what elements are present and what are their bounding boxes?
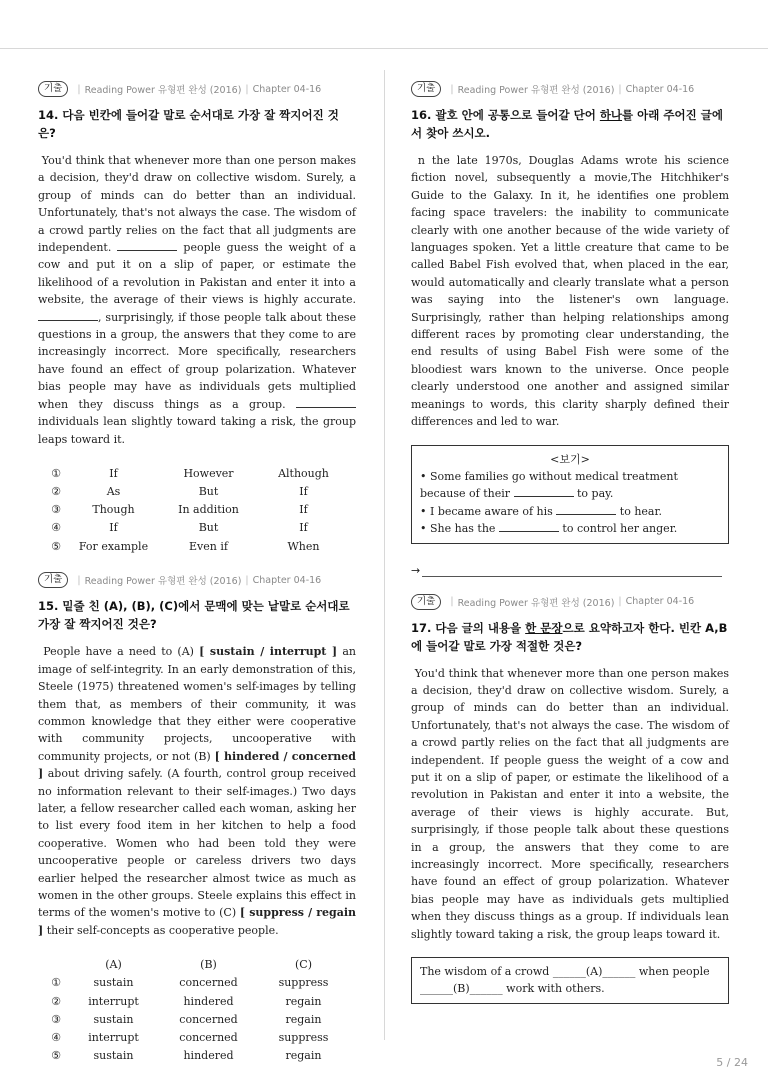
source-line-q17: 기출 | Reading Power 유형편 완성 (2016) | Chapter 04-16 bbox=[411, 593, 729, 611]
blank bbox=[296, 397, 356, 408]
q17-title: 17. 다음 글의 내용을 한 문장으로 요약하고자 한다. 빈칸 A,B에 들어갈 말로 가장 적절한 것은? bbox=[411, 620, 728, 653]
source-book: Reading Power 유형편 완성 (2016) bbox=[457, 597, 615, 609]
box-item: • She has the to control her anger. bbox=[420, 522, 678, 536]
option-row: ⑤ sustain hindered regain bbox=[51, 1049, 322, 1063]
choice-c: [ suppress / regain ] bbox=[38, 906, 356, 937]
blank bbox=[117, 240, 177, 251]
option-row: ④ interrupt concerned suppress bbox=[51, 1031, 329, 1045]
box-title: <보기> bbox=[550, 452, 590, 466]
source-badge: 기출 bbox=[411, 81, 441, 97]
q16-title: 16. 괄호 안에 공통으로 들어갈 단어 하나를 아래 주어진 글에서 찾아 쓰시오. bbox=[411, 108, 723, 140]
source-book: Reading Power 유형편 완성 (2016) bbox=[84, 576, 242, 588]
option-row: ② interrupt hindered regain bbox=[51, 994, 322, 1008]
source-line-q16: 기출 | Reading Power 유형편 완성 (2016) | Chapter 04-16 bbox=[411, 80, 729, 98]
source-chapter: Chapter 04-16 bbox=[252, 83, 322, 95]
option-header-row: (A) (B) (C) bbox=[105, 957, 312, 971]
source-line-q14: 기출 | Reading Power 유형편 완성 (2016) | Chapter 04-16 bbox=[38, 80, 356, 98]
option-row: ④ If But If bbox=[51, 521, 308, 535]
q15-passage: People have a need to (A) [ sustain / interrupt ] an image of self-integrity. In an early demonstration of this, Steele (1975) threatened women's self-images by telling them that, as members of their community, it was common knowledge that they either were cooperative with community projects, uncooperative with community projects, or not (B) [ hindered / concerned ] about driving safely. (A fourth, control group received no information relevant to their self-images.) Two days later, a fellow researcher called each woman, asking her to list every food item in her kitchen to help a food cooperative. Women who had been told they were uncooperative people or careless drivers two days earlier helped the researcher almost twice as much as women in the other groups. Steele explains this effect in terms of the women's motive to (C) [ suppress / regain ] their self-concepts as cooperative people. bbox=[38, 645, 356, 937]
box-item: • Some families go without medical treatment because of their to pay. bbox=[420, 469, 678, 501]
q14-title: 14. 다음 빈칸에 들어갈 말로 순서대로 가장 잘 짝지어진 것은? bbox=[38, 108, 339, 140]
q15-title: 15. 밑줄 친 (A), (B), (C)에서 문맥에 맞는 낱말로 순서대로 가장 잘 짝지어진 것은? bbox=[38, 599, 350, 632]
arrow-icon: → bbox=[411, 563, 421, 577]
option-row: ② As But If bbox=[51, 484, 308, 498]
option-row: ③ sustain concerned regain bbox=[51, 1012, 322, 1026]
column-divider bbox=[384, 70, 385, 1040]
q17-summary-box: The wisdom of a crowd ______(A)______ when people ______(B)______ work with others. bbox=[411, 957, 729, 1004]
q14-passage: You'd think that whenever more than one person makes a decision, they'd draw on collective wisdom. Surely, a group of minds can do better than an individual. Unfortunately, that's not always the case. The wisdom of a crowd partly relies on the fact that all judgments are independent. people guess the weight of a cow and put it on a slip of paper, or estimate the likelihood of a revolution in Pakistan and enter it into a website, the average of their views is highly accurate. , surprisingly, if those people talk about these questions in a group, the answers that they come to are increasingly incorrect. More specifically, researchers have found an effect of group polarization. Whatever bias people may have as individuals gets multiplied when they discuss things as a group. individuals lean slightly toward taking a risk, the group leaps toward it. bbox=[38, 154, 356, 446]
blank bbox=[38, 310, 98, 321]
right-column bbox=[411, 80, 729, 1004]
answer-blank bbox=[422, 566, 722, 577]
option-row: ① If However Although bbox=[51, 466, 329, 480]
box-item: • I became aware of his to hear. bbox=[420, 504, 663, 518]
source-chapter: Chapter 04-16 bbox=[625, 596, 695, 608]
left-column bbox=[38, 80, 356, 1065]
source-line-q15: 기출 | Reading Power 유형편 완성 (2016) | Chapter 04-16 bbox=[38, 571, 356, 589]
q16-example-box bbox=[411, 445, 729, 544]
q16-passage: n the late 1970s, Douglas Adams wrote his science fiction novel, subsequently a movie,The Hitchhiker's Guide to the Galaxy. In it, he identifies one problem facing space travelers: the inability to communicate clearly with one another because of the wide variety of languages spoken. Yet a little creature that came to be called Babel Fish evolved that, when placed in the ear, would automatically and clearly translate what a person was saying into the listener's own language. Surprisingly, rather than helping relationships among different races by promoting clear understanding, the end results of using Babel Fish were some of the bloodiest wars known to the universe. Once people clearly understood one another and assigned similar meanings to words, this clarity sharply defined their differences and led to war. bbox=[411, 154, 730, 429]
choice-a: [ sustain / interrupt ] bbox=[199, 645, 338, 659]
q17-passage: You'd think that whenever more than one person makes a decision, they'd draw on collective wisdom. Surely, a group of minds can do better than an individual. Unfortunately, that's not always the case. The wisdom of a crowd partly relies on the fact that all judgments are independent. If people guess the weight of a cow and put it on a slip of paper, or estimate the likelihood of a revolution in Pakistan and enter it into a website, the average of their views is highly accurate. But, surprisingly, if those people talk about these questions in a group, the answers that they come to are increasingly incorrect. More specifically, researchers have found an effect of group polarization. Whatever bias people may have as individuals gets multiplied when they discuss things as a group. If individuals lean slightly toward taking a risk, the group leaps toward it. bbox=[411, 666, 729, 941]
option-row: ⑤ For example Even if When bbox=[51, 539, 320, 553]
source-badge: 기출 bbox=[38, 572, 68, 588]
source-badge: 기출 bbox=[411, 594, 441, 610]
source-book: Reading Power 유형편 완성 (2016) bbox=[84, 85, 242, 96]
choice-b: [ hindered / concerned ] bbox=[38, 749, 356, 781]
option-row: ① sustain concerned suppress bbox=[51, 976, 329, 990]
source-book: Reading Power 유형편 완성 (2016) bbox=[457, 85, 615, 96]
q14-options bbox=[46, 464, 351, 555]
top-divider bbox=[0, 48, 768, 49]
option-row: ③ Though In addition If bbox=[51, 503, 308, 517]
page-number: 5 / 24 bbox=[716, 1056, 748, 1069]
q15-options bbox=[46, 955, 351, 1065]
source-badge: 기출 bbox=[38, 81, 68, 97]
source-chapter: Chapter 04-16 bbox=[625, 83, 695, 95]
q16-answer-line bbox=[411, 564, 729, 577]
source-chapter: Chapter 04-16 bbox=[252, 574, 322, 586]
